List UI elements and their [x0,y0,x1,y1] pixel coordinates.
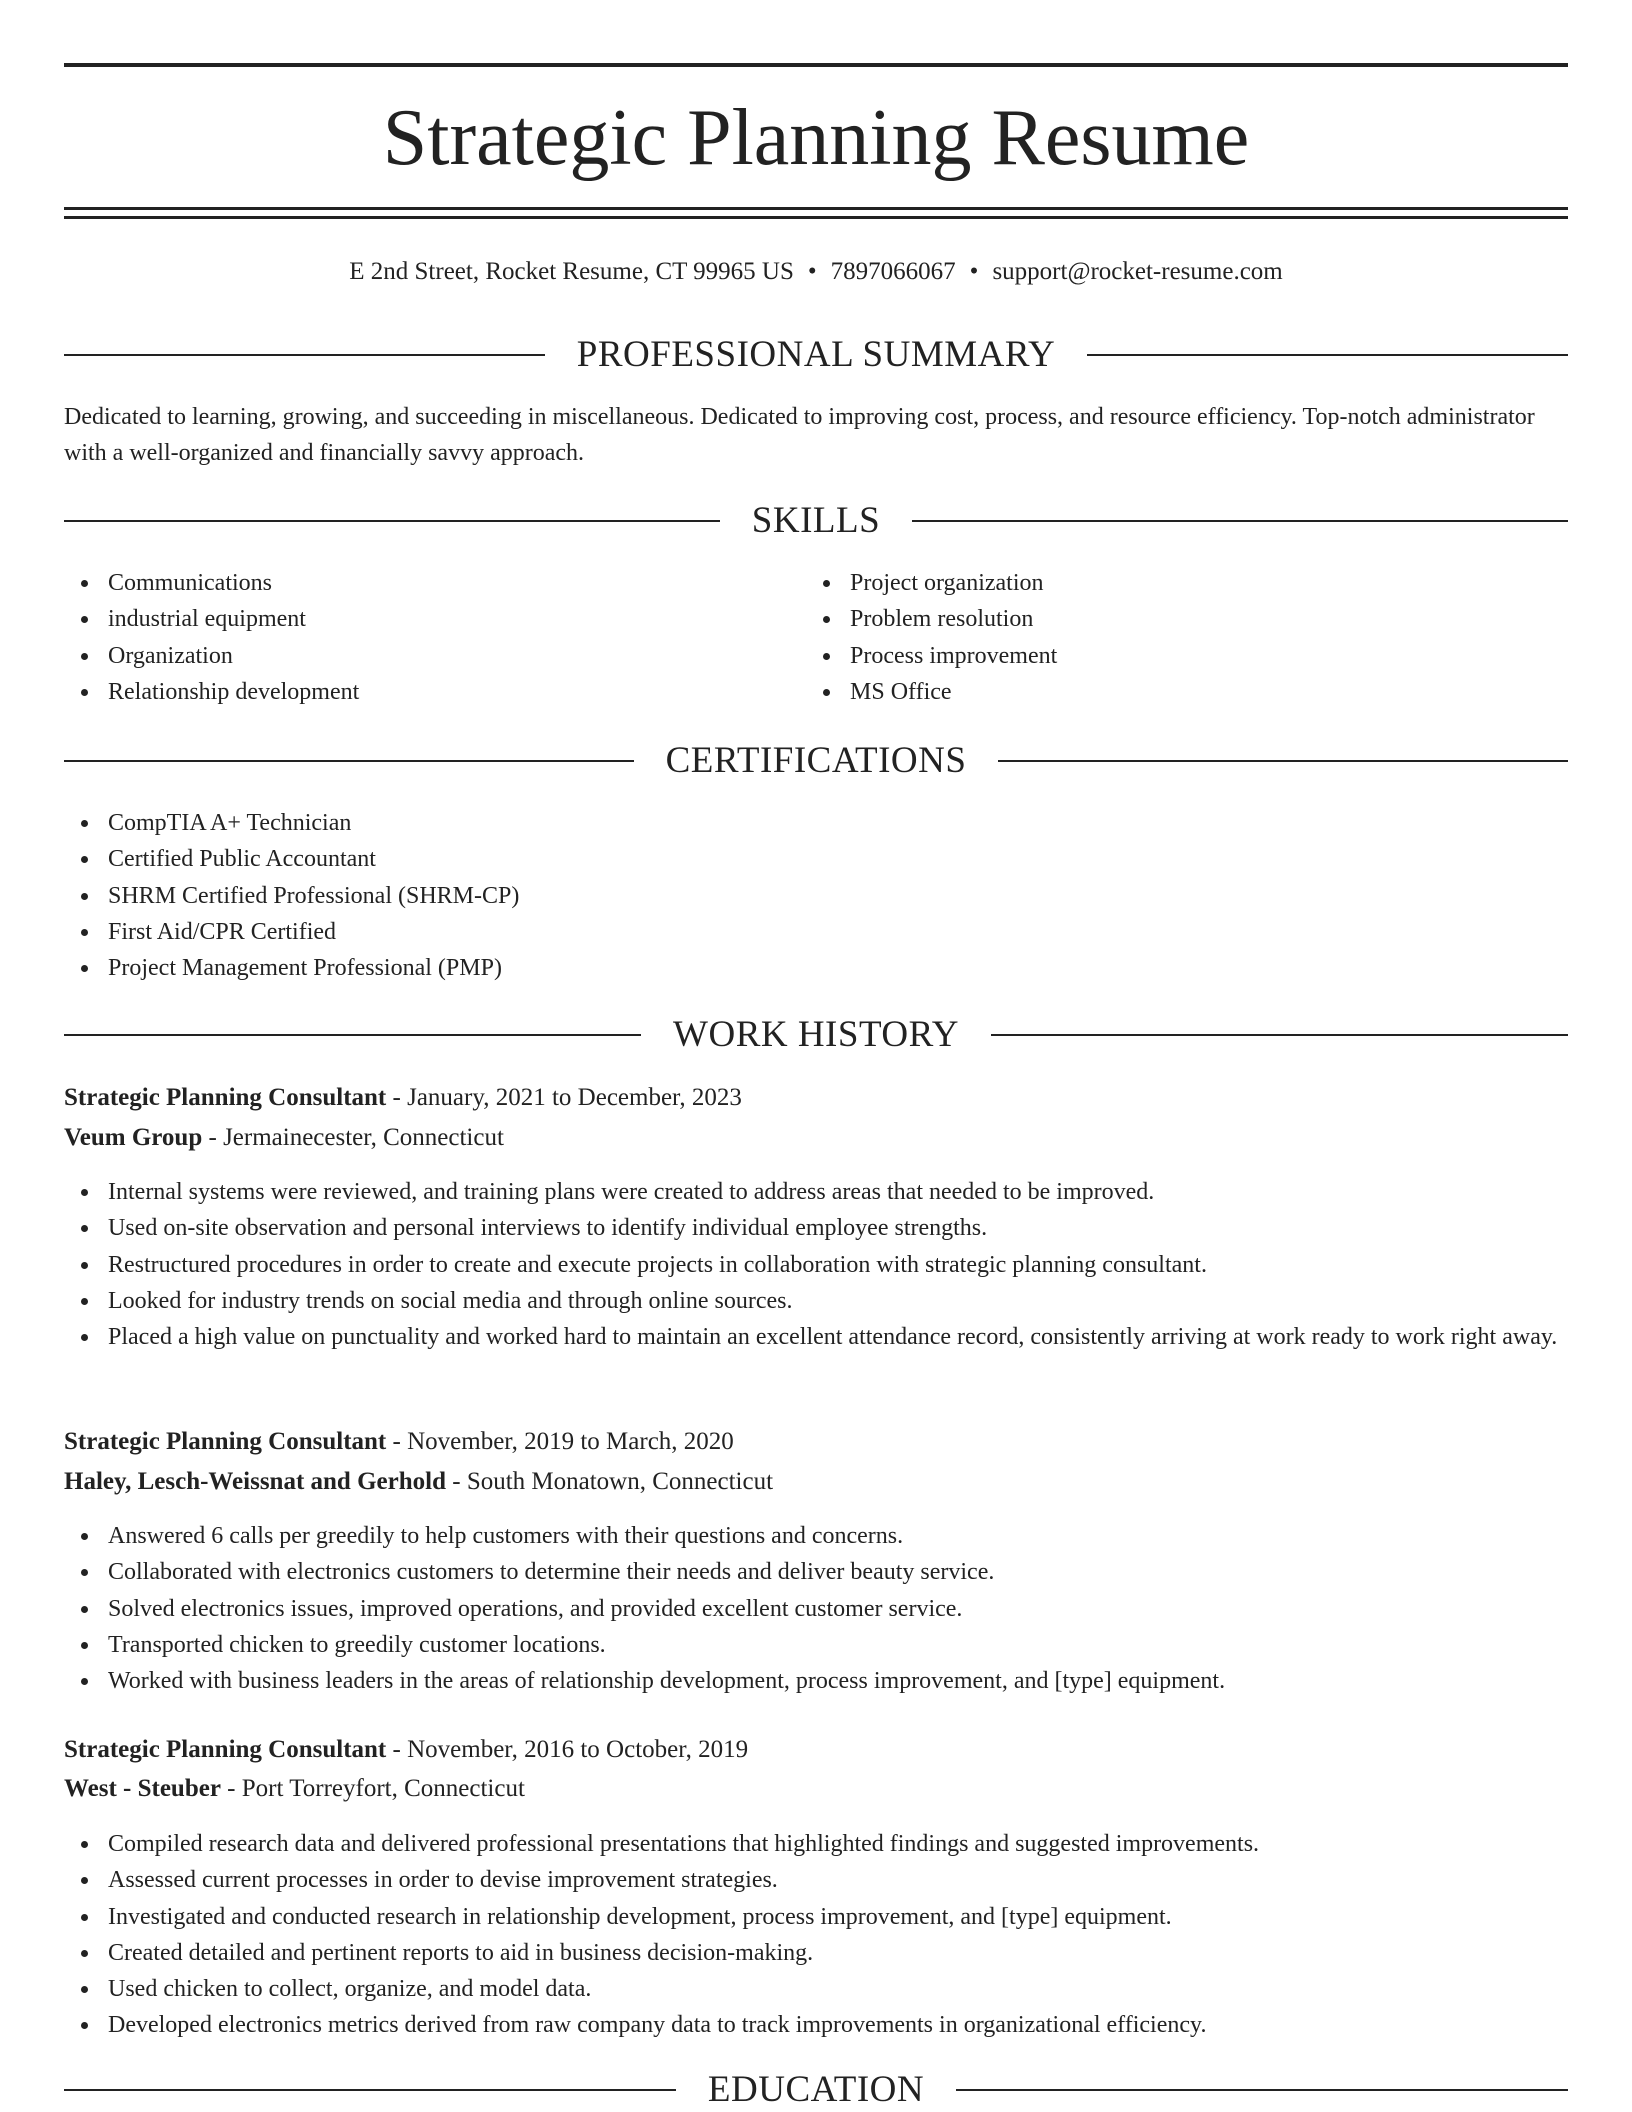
skill-item: Process improvement [850,638,1550,674]
joiner: - [202,1124,224,1151]
certification-item: Certified Public Accountant [108,841,1568,877]
skill-item: Relationship development [108,674,808,710]
job-bullet: Placed a high value on punctuality and worked hard to maintain an excellent attendance record, consistently arriving at work ready to work right away. [108,1319,1568,1355]
top-rule [64,63,1568,67]
joiner: - [386,1736,408,1763]
job-bullets [64,1826,1568,2044]
contact-separator: • [969,258,979,285]
resume-title: Strategic Planning Resume [382,94,1250,182]
job-bullet: Created detailed and pertinent reports to aid in business decision-making. [108,1935,1568,1971]
job-dates: January, 2021 to December, 2023 [407,1084,742,1111]
divider-line [64,520,720,522]
job-bullet: Developed electronics metrics derived from raw company data to track improvements in organizational efficiency. [108,2007,1568,2043]
certification-item: Project Management Professional (PMP) [108,950,1568,986]
job-bullets [64,1174,1568,1355]
job-bullet: Used on-site observation and personal interviews to identify individual employee strengths. [108,1210,1568,1246]
section-header-summary [64,333,1568,377]
job-company: West - Steuber [64,1775,221,1802]
divider-line [1087,354,1568,356]
job-location: South Monatown, Connecticut [466,1468,774,1495]
skills-list-right [806,565,1550,710]
job-bullet: Answered 6 calls per greedily to help customers with their questions and concerns. [108,1518,1568,1554]
joiner: - [220,1775,242,1802]
divider-line [64,1034,641,1036]
job-dates: November, 2019 to March, 2020 [407,1428,734,1455]
job-bullet: Internal systems were reviewed, and training plans were created to address areas that needed to be improved. [108,1174,1568,1210]
skill-item: Project organization [850,565,1550,601]
job-location: Port Torreyfort, Connecticut [241,1775,525,1802]
job-company: Veum Group [64,1124,203,1151]
job-title: Strategic Planning Consultant [64,1084,387,1111]
job-company-line [64,1120,1568,1156]
section-title-certifications: CERTIFICATIONS [665,740,967,781]
job-title-line [64,1424,1568,1460]
certification-item: SHRM Certified Professional (SHRM-CP) [108,878,1568,914]
section-header-certifications [64,739,1568,783]
divider-line [998,760,1568,762]
section-header-work [64,1013,1568,1057]
section-header-skills [64,499,1568,543]
contact-phone: 7897066067 [830,258,956,285]
job-bullet: Investigated and conducted research in relationship development, process improvement, and [type] equipment. [108,1899,1568,1935]
job-dates: November, 2016 to October, 2019 [407,1736,749,1763]
skill-item: Problem resolution [850,601,1550,637]
divider-line [956,2089,1568,2091]
divider-line [64,354,545,356]
title-rule-upper [64,207,1568,210]
job-title-line [64,1080,1568,1116]
job-company-line [64,1464,1568,1500]
job-title: Strategic Planning Consultant [64,1736,387,1763]
job-bullet: Assessed current processes in order to devise improvement strategies. [108,1862,1568,1898]
job-bullet: Solved electronics issues, improved operations, and provided excellent customer service. [108,1591,1568,1627]
section-title-work: WORK HISTORY [673,1014,959,1055]
contact-line [64,256,1568,288]
section-title-education: EDUCATION [707,2069,925,2110]
contact-separator: • [807,258,817,285]
job-company: Haley, Lesch-Weissnat and Gerhold [64,1468,446,1495]
certifications-list [64,805,1568,986]
joiner: - [445,1468,467,1495]
section-header-education [64,2068,1568,2112]
job-bullets [64,1518,1568,1699]
skill-item: Organization [108,638,808,674]
divider-line [64,2089,676,2091]
contact-address: E 2nd Street, Rocket Resume, CT 99965 US [349,258,794,285]
job-bullet: Compiled research data and delivered professional presentations that highlighted findings and suggested improvements. [108,1826,1568,1862]
skill-item: MS Office [850,674,1550,710]
certification-item: CompTIA A+ Technician [108,805,1568,841]
job-bullet: Worked with business leaders in the areas of relationship development, process improvement, and [type] equipment. [108,1663,1568,1699]
summary-text: Dedicated to learning, growing, and succeeding in miscellaneous. Dedicated to improving cost, process, and resource efficiency. Top-notch administrator with a well-organized and financially savvy approach. [64,404,1535,466]
section-title-skills: SKILLS [751,500,881,541]
skill-item: industrial equipment [108,601,808,637]
section-title-summary: PROFESSIONAL SUMMARY [576,334,1056,375]
job-bullet: Looked for industry trends on social media and through online sources. [108,1283,1568,1319]
job-company-line [64,1771,1568,1807]
title-rule-lower [64,216,1568,219]
job-title: Strategic Planning Consultant [64,1428,387,1455]
divider-line [991,1034,1568,1036]
job-bullet: Restructured procedures in order to create and execute projects in collaboration with strategic planning consultant. [108,1247,1568,1283]
job-bullet: Transported chicken to greedily customer locations. [108,1627,1568,1663]
skill-item: Communications [108,565,808,601]
joiner: - [386,1428,408,1455]
job-bullet: Collaborated with electronics customers to determine their needs and deliver beauty service. [108,1554,1568,1590]
job-bullet: Used chicken to collect, organize, and model data. [108,1971,1568,2007]
skills-list-left [64,565,808,710]
certification-item: First Aid/CPR Certified [108,914,1568,950]
job-location: Jermainecester, Connecticut [223,1124,504,1151]
job-title-line [64,1732,1568,1768]
contact-email: support@rocket-resume.com [992,258,1283,285]
divider-line [64,760,634,762]
joiner: - [386,1084,408,1111]
divider-line [912,520,1568,522]
